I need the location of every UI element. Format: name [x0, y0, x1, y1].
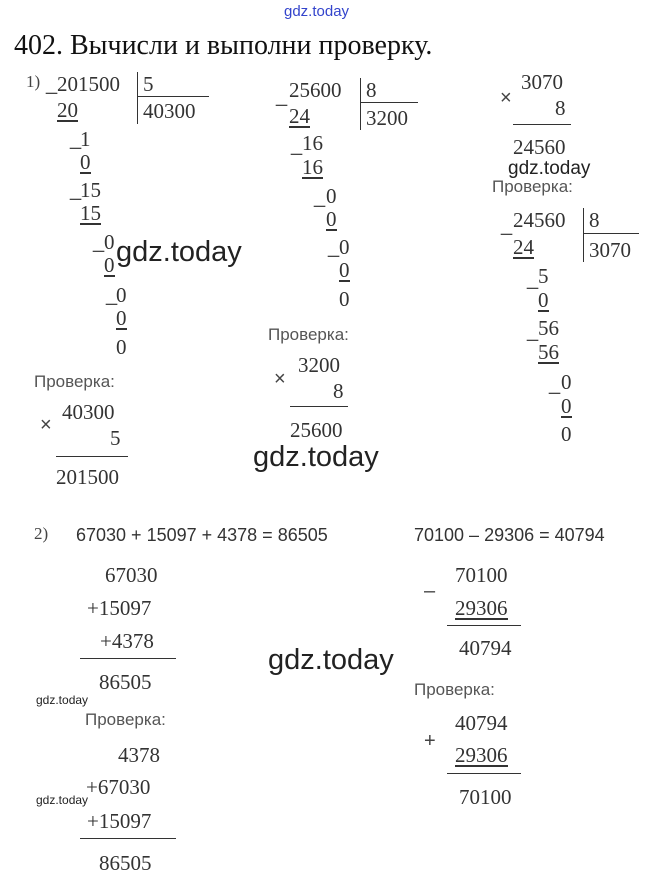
step: 0 [104, 230, 115, 254]
product: 24560 [513, 135, 566, 159]
check-label: Проверка: [85, 710, 166, 729]
step: 0 [339, 258, 350, 282]
result-line [80, 838, 176, 839]
multiplicand: 3200 [298, 353, 340, 377]
minus-sign: – [424, 580, 436, 602]
quotient: 3070 [589, 238, 631, 262]
minus-sign: _ [291, 134, 303, 156]
sum: 86505 [99, 670, 152, 694]
step: 0 [561, 370, 572, 394]
step: 0 [561, 394, 572, 418]
step: 0 [116, 335, 127, 359]
step: 0 [326, 184, 337, 208]
addend: +15097 [87, 596, 152, 620]
minus-sign: _ [314, 186, 326, 208]
check-label: Проверка: [34, 372, 115, 391]
dividend: 24560 [513, 208, 566, 232]
multiply-sign: × [40, 414, 52, 436]
minus-sign: _ [70, 128, 82, 150]
quotient: 3200 [366, 106, 408, 130]
watermark: gdz.today [253, 441, 379, 473]
divisor-line [137, 96, 209, 97]
exercise-title: 402. Вычисли и выполни проверку. [14, 30, 433, 61]
step: 16 [302, 131, 323, 155]
minus-sign: _ [70, 179, 82, 201]
product: 201500 [56, 465, 119, 489]
multiplier: 8 [555, 96, 566, 120]
result-line [290, 406, 348, 407]
minus-sign: _ [527, 320, 539, 342]
multiplier: 8 [333, 379, 344, 403]
result-line [447, 773, 521, 774]
addend: +15097 [87, 809, 152, 833]
multiplicand: 3070 [521, 70, 563, 94]
step: 0 [116, 283, 127, 307]
division-bracket [137, 72, 138, 124]
difference: 40794 [459, 636, 512, 660]
step: 24 [513, 235, 534, 259]
step: 15 [80, 201, 101, 225]
step: 0 [339, 235, 350, 259]
step: 56 [538, 316, 559, 340]
minus-sign: _ [527, 268, 539, 290]
step: 0 [326, 207, 337, 231]
minus-sign: _ [46, 73, 58, 95]
dividend: 201500 [57, 72, 120, 96]
multiply-sign: × [500, 87, 512, 109]
step: 15 [80, 178, 101, 202]
watermark: gdz.today [36, 793, 89, 807]
watermark-top: gdz.today [284, 3, 350, 20]
divisor-line [360, 102, 418, 103]
step: 0 [538, 288, 549, 312]
divisor: 5 [143, 72, 154, 96]
step: 0 [561, 422, 572, 446]
step: 56 [538, 340, 559, 364]
step: 0 [339, 287, 350, 311]
watermark: gdz.today [508, 158, 591, 179]
division-bracket [360, 78, 361, 130]
step: 20 [57, 98, 78, 122]
sum: 70100 [459, 785, 512, 809]
addend: 40794 [455, 711, 508, 735]
check-label: Проверка: [492, 177, 573, 196]
minus-sign: _ [93, 231, 105, 253]
step: 24 [289, 104, 310, 128]
minus-sign: _ [328, 236, 340, 258]
watermark: gdz.today [116, 236, 242, 268]
step: 5 [538, 264, 549, 288]
division-bracket [583, 208, 584, 262]
plus-sign: + [424, 730, 436, 752]
divisor: 8 [366, 78, 377, 102]
subtrahend: 29306 [455, 596, 508, 620]
check-label: Проверка: [414, 680, 495, 699]
multiply-sign: × [274, 368, 286, 390]
addend: 29306 [455, 743, 508, 767]
multiplicand: 40300 [62, 400, 115, 424]
divisor: 8 [589, 208, 600, 232]
multiplier: 5 [110, 426, 121, 450]
result-line [447, 625, 521, 626]
minus-sign: _ [549, 373, 561, 395]
result-line [80, 658, 176, 659]
watermark: gdz.today [268, 644, 394, 676]
product: 25600 [290, 418, 343, 442]
sum: 86505 [99, 851, 152, 875]
addend: +67030 [86, 775, 151, 799]
result-line [56, 456, 128, 457]
addend: 67030 [105, 563, 158, 587]
divisor-line [583, 233, 639, 234]
step: 0 [116, 306, 127, 330]
minuend: 70100 [455, 563, 508, 587]
step: 1 [80, 127, 91, 151]
step: 16 [302, 155, 323, 179]
minus-sign: _ [106, 284, 118, 306]
step: 0 [104, 253, 115, 277]
equation-subtraction: 70100 – 29306 = 40794 [414, 525, 605, 545]
minus-sign: _ [501, 214, 513, 236]
dividend: 25600 [289, 78, 342, 102]
result-line [513, 124, 571, 125]
addend: 4378 [118, 743, 160, 767]
minus-sign: _ [276, 85, 288, 107]
quotient: 40300 [143, 99, 196, 123]
equation-addition: 67030 + 15097 + 4378 = 86505 [76, 525, 328, 545]
part1-label: 1) [26, 72, 41, 91]
addend: +4378 [100, 629, 154, 653]
step: 0 [80, 150, 91, 174]
part2-label: 2) [34, 524, 49, 543]
check-label: Проверка: [268, 325, 349, 344]
watermark: gdz.today [36, 693, 89, 707]
